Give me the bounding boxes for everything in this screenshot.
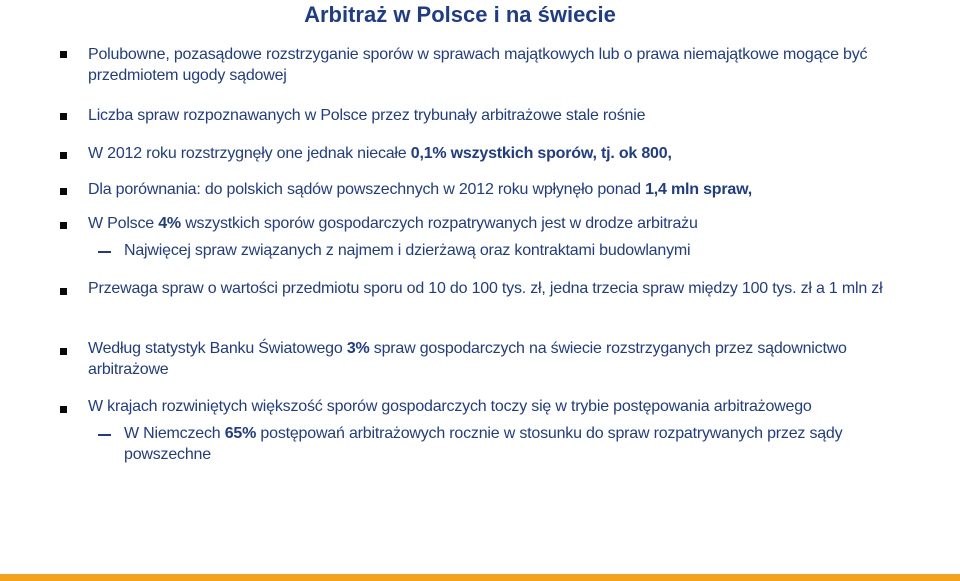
bullet-marker [60, 348, 67, 355]
bullet-item: Liczba spraw rozpoznawanych w Polsce przez trybunały arbitrażowe stale rośnie [88, 107, 646, 124]
bullet-bold-text: 4% [158, 215, 181, 232]
bullet-marker [60, 113, 67, 120]
bullet-item: W krajach rozwiniętych większość sporów gospodarczych toczy się w trybie postępowania arbitrażowego [88, 398, 812, 415]
bullet-item [88, 179, 920, 200]
sub-bullet-item: Najwięcej spraw związanych z najmem i dzierżawą oraz kontraktami budowlanymi [124, 242, 691, 259]
bullet-text: Według statystyk Banku Światowego [88, 340, 347, 357]
bullet-text: spraw gospodarczych na świecie rozstrzyganych przez sądownictwo arbitrażowe [88, 340, 847, 378]
bullet-text: postępowań arbitrażowych rocznie w stosunku do spraw rozpatrywanych przez sądy powszechne [124, 425, 843, 463]
bullet-marker [60, 51, 67, 58]
sub-bullet-item [124, 423, 920, 465]
sub-bullet-dash [98, 434, 111, 436]
bullet-bold-text: 3% [346, 340, 370, 357]
bullet-item: Polubowne, pozasądowe rozstrzyganie sporów w sprawach majątkowych lub o prawa niemajątkowe mogące być przedmiotem ugody sądowej [88, 46, 868, 84]
bullet-bold-text: 0,1% wszystkich sporów, tj. ok 800, [410, 145, 672, 162]
bullet-text: wszystkich sporów gospodarczych rozpatrywanych jest w drodze arbitrażu [180, 215, 698, 232]
sub-bullet-dash [98, 251, 111, 253]
bullet-bold-text: 1,4 mln spraw, [645, 181, 752, 198]
bullet-text: W 2012 roku rozstrzygnęły one jednak niecałe [88, 145, 411, 162]
bullet-item [88, 338, 920, 380]
bullet-marker [60, 152, 67, 159]
slide-title: Arbitraż w Polsce i na świecie [304, 2, 616, 27]
bullet-text: W Polsce [88, 215, 159, 232]
bullet-item [88, 213, 920, 234]
bullet-marker [60, 222, 67, 229]
bullet-bold-text: 65% [224, 425, 257, 442]
bullet-item [88, 143, 920, 164]
bullet-marker [60, 406, 67, 413]
accent-bar [0, 574, 960, 581]
bullet-item: Przewaga spraw o wartości przedmiotu sporu od 10 do 100 tys. zł, jedna trzecia spraw między 100 tys. zł a 1 mln zł [88, 280, 883, 297]
bullet-marker [60, 288, 67, 295]
bullet-text: W Niemczech [124, 425, 225, 442]
bullet-text: Dla porównania: do polskich sądów powszechnych w 2012 roku wpłynęło ponad [88, 181, 646, 198]
bullet-marker [60, 188, 67, 195]
